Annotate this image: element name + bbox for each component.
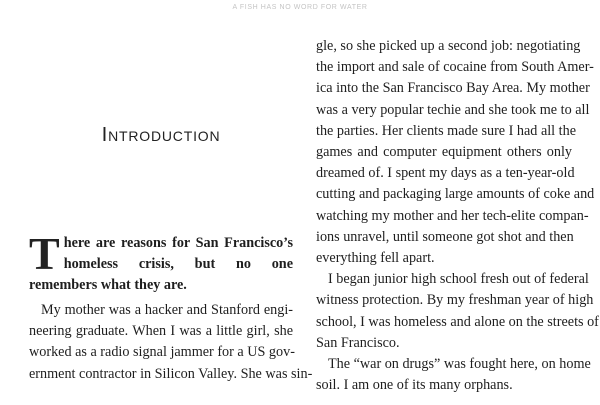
drop-cap: T bbox=[29, 228, 60, 279]
text-line: ica into the San Francisco Bay Area. My mother bbox=[316, 80, 590, 97]
text-line: The “war on drugs” was fought here, on home bbox=[328, 356, 591, 373]
right-paragraph-2 bbox=[316, 269, 599, 354]
chapter-title: Introduction bbox=[101, 123, 221, 146]
text-line: San Francisco. bbox=[316, 334, 400, 351]
text-line: soil. I am one of its many orphans. bbox=[316, 377, 513, 394]
text-line: school, I was homeless and alone on the streets of bbox=[316, 313, 599, 330]
text-line: ions unravel, until someone got shot and then bbox=[316, 228, 574, 245]
left-body-paragraph bbox=[29, 300, 313, 385]
text-line: gle, so she picked up a second job: negotiating bbox=[316, 38, 581, 54]
lead-text: here are reasons for San Francisco’s homeless crisis, but no one remembers what they are. bbox=[29, 235, 293, 294]
text-line: everything fell apart. bbox=[316, 250, 435, 267]
right-paragraph-1 bbox=[316, 36, 595, 269]
text-line: worked as a radio signal jammer for a US gov- bbox=[29, 344, 295, 361]
text-line: watching my mother and her tech-elite compan- bbox=[316, 207, 589, 224]
lead-paragraph bbox=[29, 228, 293, 297]
text-line: neering graduate. When I was a little girl, she bbox=[29, 323, 293, 340]
text-line: cutting and packaging large amounts of coke and bbox=[316, 186, 595, 203]
text-line: the import and sale of cocaine from South Amer- bbox=[316, 59, 594, 76]
text-line: dreamed of. I spent my days as a ten-year-old bbox=[316, 165, 575, 182]
running-header: A FISH HAS NO WORD FOR WATER bbox=[232, 4, 368, 11]
text-line: games and computer equipment others only bbox=[316, 144, 572, 161]
right-paragraph-3 bbox=[316, 354, 591, 396]
right-page bbox=[316, 36, 599, 396]
text-line: the parties. Her clients made sure I had all the bbox=[316, 122, 577, 139]
text-line: I began junior high school fresh out of federal bbox=[328, 271, 589, 288]
text-line: ernment contractor in Silicon Valley. She was sin- bbox=[29, 365, 313, 382]
text-line: was a very popular techie and she took me to all bbox=[316, 101, 590, 118]
text-line: My mother was a hacker and Stanford engi- bbox=[41, 302, 293, 318]
text-line: witness protection. By my freshman year of high bbox=[316, 292, 594, 309]
